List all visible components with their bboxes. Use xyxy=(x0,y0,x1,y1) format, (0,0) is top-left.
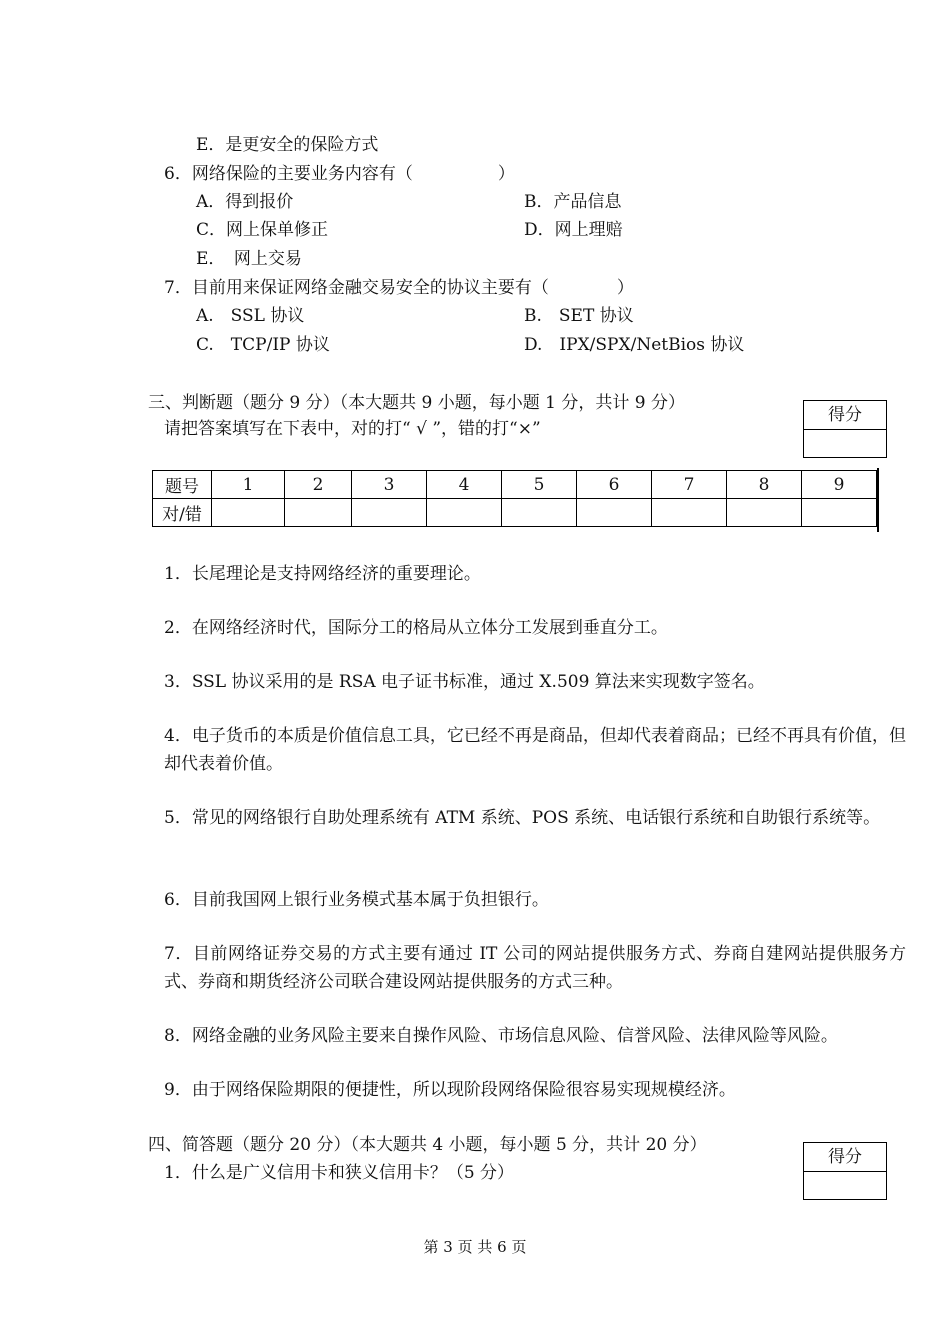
table-row-answers xyxy=(153,499,877,527)
section3-score-box xyxy=(803,400,887,458)
answer-cell[interactable] xyxy=(577,499,652,527)
question-number: 3 xyxy=(352,471,427,499)
question-number: 4 xyxy=(427,471,502,499)
section4-title: 四、简答题（题分 20 分）（本大题共 4 小题，每小题 5 分，共计 20 分） xyxy=(148,1135,707,1155)
table-edge-line xyxy=(877,468,879,532)
q7-option-b: B. SET 协议 xyxy=(524,306,634,326)
judge-item-6: 6．目前我国网上银行业务模式基本属于负担银行。 xyxy=(164,890,549,910)
q7-stem: 7．目前用来保证网络金融交易安全的协议主要有（ ） xyxy=(164,278,634,298)
q6-option-e: E． 网上交易 xyxy=(196,249,302,269)
answer-cell[interactable] xyxy=(802,499,877,527)
judge-item-2: 2．在网络经济时代，国际分工的格局从立体分工发展到垂直分工。 xyxy=(164,618,668,638)
q6-stem: 6．网络保险的主要业务内容有（ ） xyxy=(164,164,515,184)
score-entry-field[interactable] xyxy=(804,1172,886,1200)
question-number: 7 xyxy=(652,471,727,499)
section3-title: 三、判断题（题分 9 分）（本大题共 9 小题，每小题 1 分，共计 9 分） xyxy=(148,393,685,413)
section4-score-box xyxy=(803,1142,887,1200)
question-number: 1 xyxy=(212,471,285,499)
table-row-numbers xyxy=(153,471,877,499)
answer-cell[interactable] xyxy=(652,499,727,527)
q7-option-c: C. TCP/IP 协议 xyxy=(196,335,330,355)
answer-cell[interactable] xyxy=(352,499,427,527)
answer-cell[interactable] xyxy=(727,499,802,527)
judge-item-5: 5．常见的网络银行自助处理系统有 ATM 系统、POS 系统、电话银行系统和自助银行系统等。 xyxy=(164,808,881,828)
section4-question-1: 1．什么是广义信用卡和狭义信用卡？（5 分） xyxy=(164,1163,515,1183)
page-footer: 第 3 页 共 6 页 xyxy=(423,1238,527,1256)
score-label: 得分 xyxy=(804,1143,886,1172)
row-header-answer: 对/错 xyxy=(153,499,212,527)
score-label: 得分 xyxy=(804,401,886,430)
q5-option-e: E．是更安全的保险方式 xyxy=(196,135,379,155)
judge-item-3: 3．SSL 协议采用的是 RSA 电子证书标准，通过 X.509 算法来实现数字签名。 xyxy=(164,672,765,692)
answer-table xyxy=(152,470,877,527)
score-entry-field[interactable] xyxy=(804,430,886,458)
row-header-number: 题号 xyxy=(153,471,212,499)
question-number: 2 xyxy=(285,471,352,499)
question-number: 9 xyxy=(802,471,877,499)
q6-option-d: D．网上理赔 xyxy=(524,220,623,240)
question-number: 6 xyxy=(577,471,652,499)
judge-item-8: 8．网络金融的业务风险主要来自操作风险、市场信息风险、信誉风险、法律风险等风险。 xyxy=(164,1026,838,1046)
judge-item-7: 7．目前网络证券交易的方式主要有通过 IT 公司的网站提供服务方式、券商自建网站提供服务方式、券商和期货经济公司联合建设网站提供服务的方式三种。 xyxy=(164,944,906,992)
answer-cell[interactable] xyxy=(502,499,577,527)
q6-option-c: C．网上保单修正 xyxy=(196,220,329,240)
answer-cell[interactable] xyxy=(212,499,285,527)
q7-option-d: D. IPX/SPX/NetBios 协议 xyxy=(524,335,745,355)
q7-option-a: A. SSL 协议 xyxy=(196,306,305,326)
answer-cell[interactable] xyxy=(285,499,352,527)
judge-item-9: 9．由于网络保险期限的便捷性，所以现阶段网络保险很容易实现规模经济。 xyxy=(164,1080,736,1100)
answer-cell[interactable] xyxy=(427,499,502,527)
section3-instruction: 请把答案填写在下表中，对的打“ √ ”，错的打“×” xyxy=(164,419,541,439)
judge-item-1: 1．长尾理论是支持网络经济的重要理论。 xyxy=(164,564,481,584)
q6-option-b: B．产品信息 xyxy=(524,192,622,212)
question-number: 8 xyxy=(727,471,802,499)
question-number: 5 xyxy=(502,471,577,499)
judge-item-4: 4．电子货币的本质是价值信息工具，它已经不再是商品，但却代表着商品；已经不再具有价值，但却代表着价值。 xyxy=(164,726,906,774)
q6-option-a: A．得到报价 xyxy=(196,192,294,212)
